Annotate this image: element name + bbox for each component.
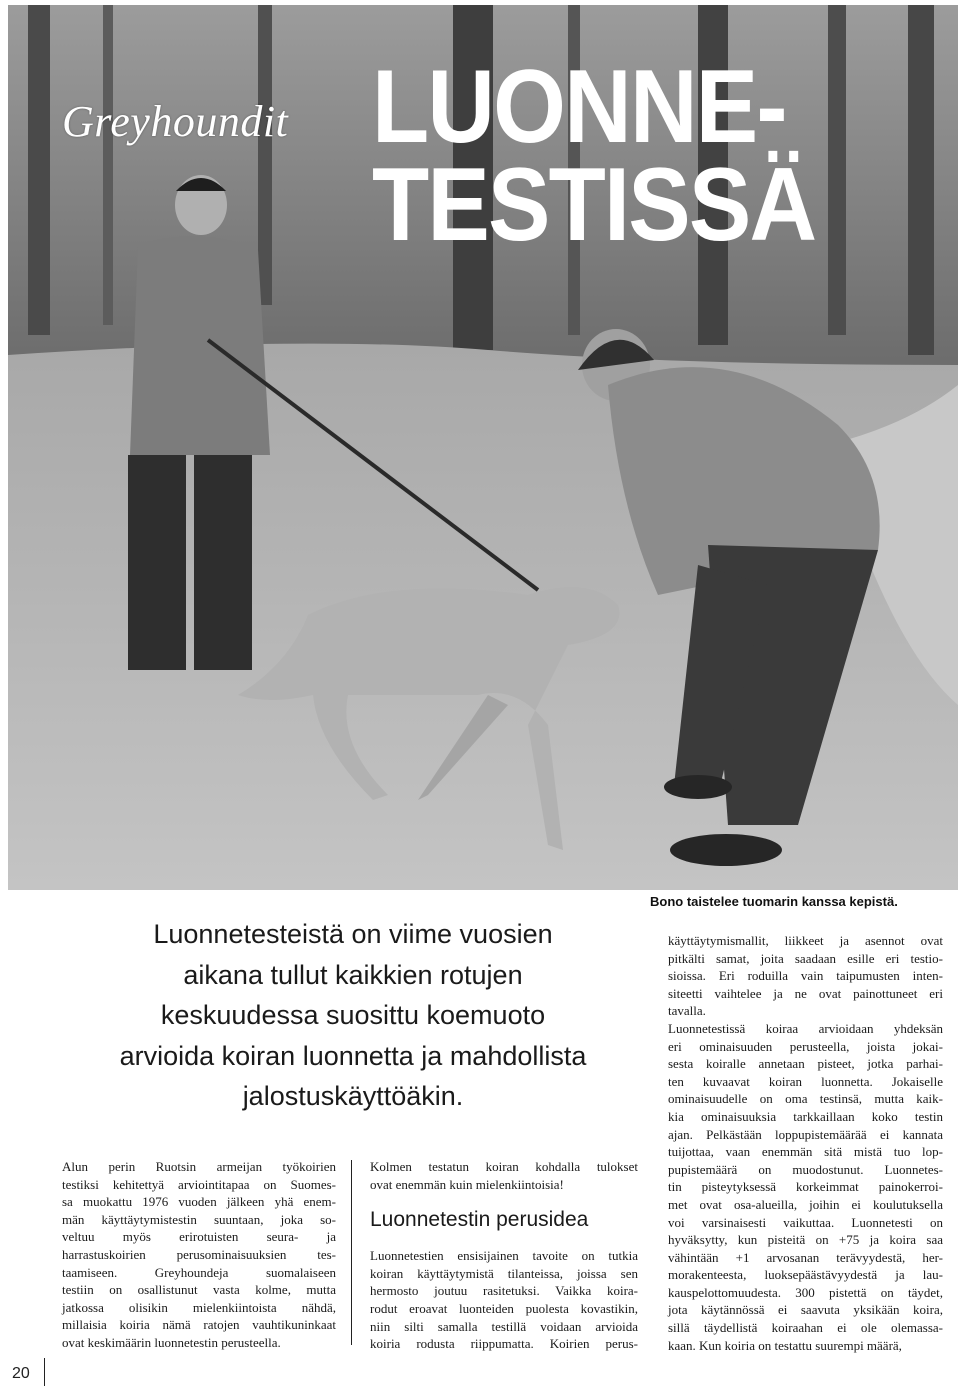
body-line: testiin on osallistunut vasta kolme, mutta: [62, 1282, 336, 1298]
kicker: Greyhoundit: [62, 97, 289, 146]
headline: [372, 49, 876, 263]
body-line: sioissa. Eri roduilla vain taipumusten inten-: [668, 968, 943, 984]
body-line: ajan. Pelkästään loppupistemäärää ei kannata: [668, 1126, 943, 1142]
body-line: tuijottaa, vaan enemmän sitä mistä tuo lop-: [668, 1144, 943, 1160]
body-column-3: [668, 932, 943, 1354]
body-line: Luonnetestien ensisijainen tavoite on tutkia: [370, 1248, 638, 1264]
body-line: kia ominaisuuksia tarkkaillaan koko testin: [668, 1108, 943, 1124]
body-line: ovat enemmän kuin mielenkiintoisia!: [370, 1176, 564, 1192]
body-line: ten kuvaavat koiran luonnetta. Jokaiselle: [668, 1073, 943, 1089]
body-line: voi varsinaisesti vaikuttaa. Luonnetesti on: [668, 1214, 943, 1230]
body-line: pitkälti samat, joita saadaan esille eri testio-: [668, 950, 943, 966]
body-line: jatkossa olisikin mielenkiintoista nähdä,: [62, 1299, 336, 1315]
body-line: pupistemäärä on muodostunut. Luonnetes-: [668, 1161, 943, 1177]
body-line: ominaisuudelle on oma testinsä, mutta kaik-: [668, 1091, 943, 1107]
body-line: veltuu myös erirotuisten seura- ja: [62, 1229, 336, 1245]
headline-line: TESTISSÄ: [372, 147, 816, 263]
body-line: sa muokattu 1976 vuoden jälkeen yhä enem-: [62, 1194, 336, 1210]
body-line: morakenteesta, luoksepäästävyydestä ja lau-: [668, 1267, 943, 1283]
page-number: 20: [12, 1365, 30, 1382]
body-line: koiran käyttäytymistä tilanteissa, joissa sen: [370, 1265, 638, 1281]
lede-line: arvioida koiran luonnetta ja mahdollista: [119, 1040, 587, 1071]
body-line: Luonnetestissä koiraa arvioidaan yhdeksän: [668, 1020, 943, 1036]
body-line: rodut eroavat luonteiden puolesta kovastikin,: [370, 1300, 638, 1316]
body-line: ovat keskimäärin luonnetestin perusteella.: [62, 1334, 281, 1350]
body-line: sesta koiralle annetaan pisteet, jotka parhai-: [668, 1056, 943, 1072]
body-line: hyväksytty, kun pisteitä on +75 ja koira saa: [668, 1232, 943, 1248]
body-line: niin silti samalla testillä voidaan arvioida: [370, 1318, 638, 1334]
body-line: Alun perin Ruotsin armeijan työkoirien: [62, 1159, 336, 1174]
section-heading: Luonnetestin perusidea: [370, 1208, 589, 1232]
body-line: män käyttäytymistestin suuntaan, joka so-: [62, 1211, 336, 1227]
body-line: tin pisteytyksessä korkeimmat painokerroi-: [668, 1179, 943, 1195]
lede-line: aikana tullut kaikkien rotujen: [183, 959, 523, 990]
photo-caption: Bono taistelee tuomarin kanssa kepistä.: [650, 894, 898, 909]
body-column-1: [62, 1158, 336, 1352]
body-line: kaan. Kun koiria on testattu suurempi määrä,: [668, 1337, 902, 1353]
body-line: koiria rodusta riippumatta. Koirien perus-: [370, 1336, 638, 1352]
lede: [62, 914, 644, 1117]
body-line: siteetti vaihtelee ja ne ovat painottuneet eri: [668, 985, 943, 1001]
body-line: vähintään +1 arvosanan terävyydestä, her-: [668, 1249, 943, 1265]
body-line: jota käytännössä ei saavuta yksikään koira,: [668, 1302, 943, 1318]
body-line: sillä täydellistä koiraahan ei ole olemassa-: [668, 1320, 943, 1336]
body-line: tavalla.: [668, 1003, 706, 1019]
body-line: testiksi kehitettyä arviointitapaa on Suomes-: [62, 1176, 336, 1192]
page-number-rule: [44, 1358, 45, 1386]
body-line: taamiseen. Greyhoundeja suomalaiseen: [62, 1264, 336, 1280]
body-line: kauspelottomuudesta. 300 pistettä on täydet,: [668, 1284, 943, 1300]
lede-line: jalostuskäyttöäkin.: [242, 1081, 464, 1111]
lede-line: keskuudessa suosittu koemuoto: [160, 1000, 546, 1030]
body-line: eri ominaisuuden perusteella, joista jokai-: [668, 1038, 943, 1054]
body-line: hermosto joutuu rasitetuksi. Vaikka koira-: [370, 1283, 638, 1299]
body-line: millaisia koiria nämä ratojen vauhtikuninkaat: [62, 1317, 336, 1333]
body-line: Kolmen testatun koiran kohdalla tulokset: [370, 1159, 638, 1174]
body-line: käyttäytymismallit, liikkeet ja asennot ovat: [668, 933, 943, 948]
column-divider: [351, 1160, 352, 1345]
body-line: harrastuskoirien perusominaisuuksien tes-: [62, 1246, 336, 1262]
body-line: met ovat osa-alueilla, joihin ei koulutuksella: [668, 1196, 943, 1212]
lede-line: Luonnetesteistä on viime vuosien: [153, 919, 553, 949]
body-column-2: [370, 1158, 638, 1353]
headline-line: LUONNE-: [372, 49, 786, 165]
